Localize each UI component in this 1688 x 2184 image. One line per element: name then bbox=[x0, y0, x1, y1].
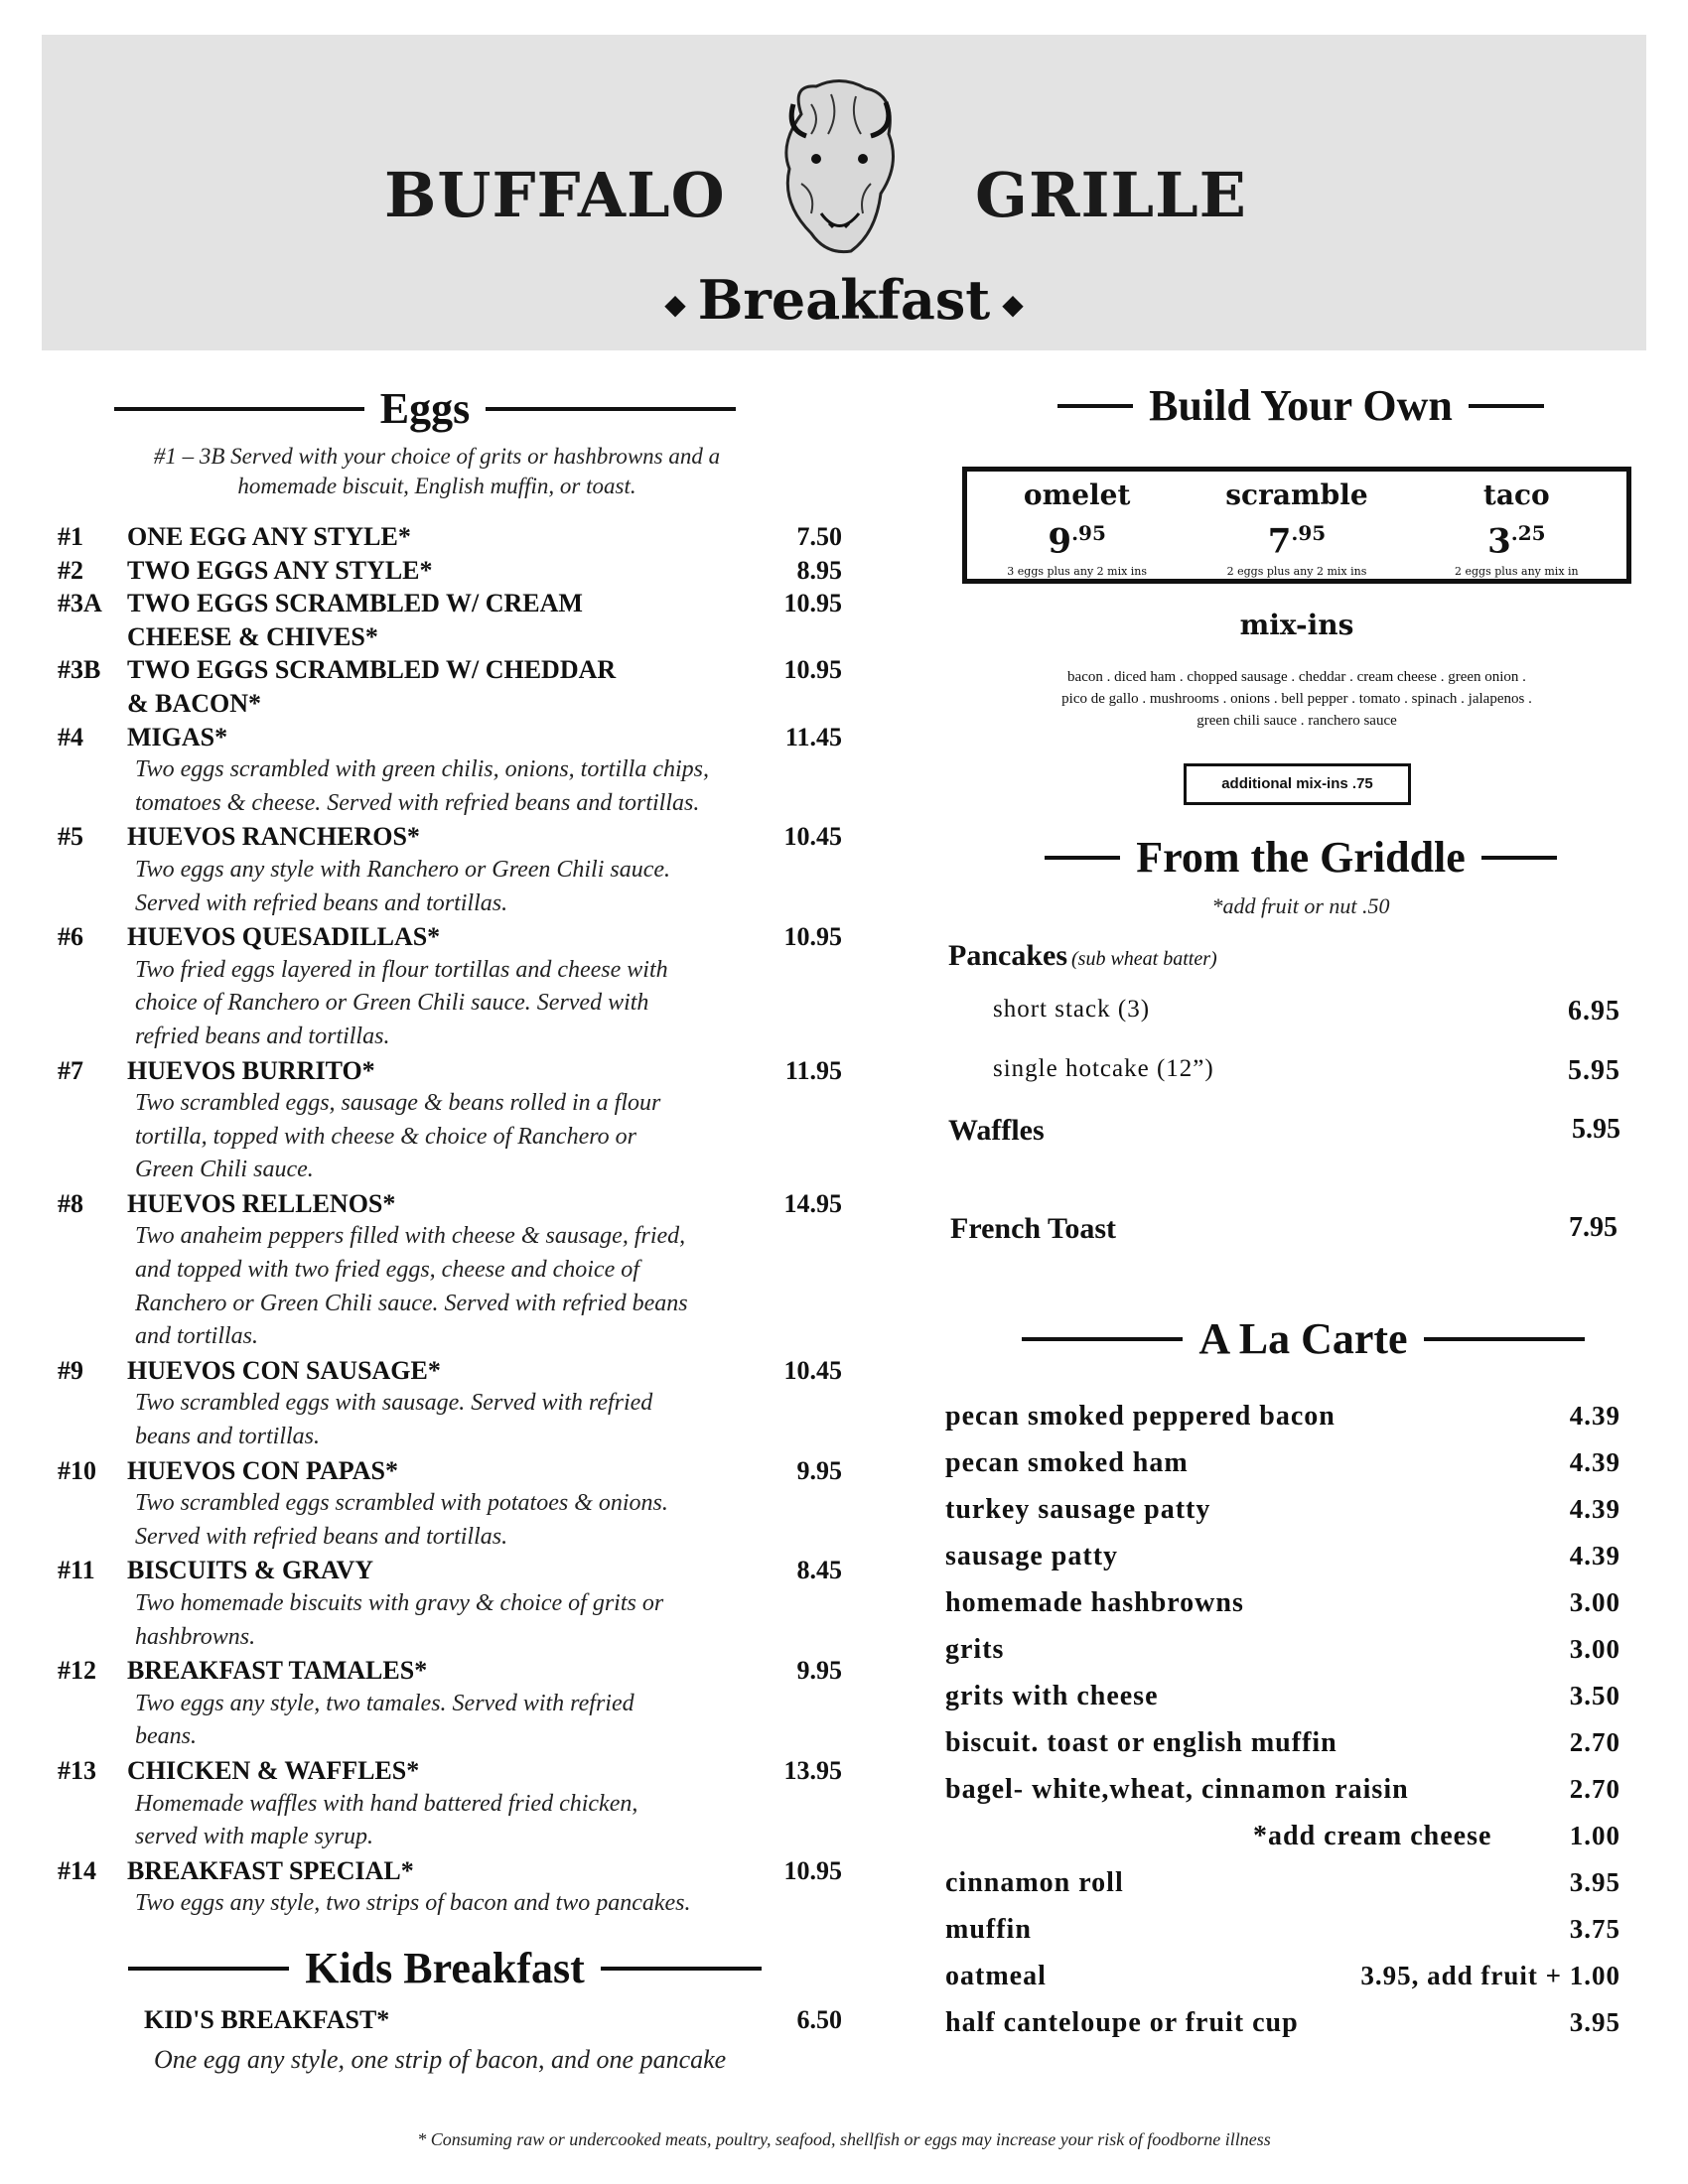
item-name: grits with cheese bbox=[945, 1681, 1159, 1711]
menu-item bbox=[58, 920, 842, 954]
item-number: #10 bbox=[58, 1455, 96, 1485]
item-price: 4.39 bbox=[1569, 1494, 1620, 1524]
item-description: refried beans and tortillas. bbox=[135, 1023, 390, 1049]
item-price: 4.39 bbox=[1569, 1541, 1620, 1570]
divider bbox=[1022, 1337, 1183, 1341]
item-price: 8.45 bbox=[796, 1556, 842, 1585]
alacarte-item bbox=[945, 1766, 1620, 1813]
alacarte-item bbox=[945, 1673, 1620, 1719]
item-price: 3.00 bbox=[1569, 1634, 1620, 1664]
item-name: TWO EGGS SCRAMBLED W/ CREAM bbox=[127, 589, 583, 618]
diamond-icon: ◆ bbox=[664, 288, 686, 322]
option-omelet: omelet $9^{.95}$ 3 eggs plus any 2 mix ins bbox=[1007, 478, 1148, 579]
single-hotcake-row: single hotcake (12”) 5.95 bbox=[993, 1055, 1620, 1086]
item-name: pecan smoked ham bbox=[945, 1447, 1189, 1478]
item-description: served with maple syrup. bbox=[135, 1824, 373, 1850]
item-number: #11 bbox=[58, 1556, 95, 1585]
item-price: 3.95 bbox=[1569, 2007, 1620, 2037]
build-your-own-heading bbox=[973, 378, 1628, 434]
griddle-title: From the Griddle bbox=[1136, 833, 1466, 882]
item-price: 6.50 bbox=[796, 2005, 842, 2034]
item-price: 3.75 bbox=[1569, 1914, 1620, 1944]
item-price: 10.95 bbox=[783, 1855, 842, 1885]
alacarte-item bbox=[945, 1953, 1620, 1999]
alacarte-item bbox=[945, 1813, 1620, 1859]
item-price: 10.95 bbox=[783, 922, 842, 952]
menu-title-text: Breakfast bbox=[697, 268, 991, 332]
bison-logo-icon bbox=[772, 74, 906, 258]
alacarte-item bbox=[945, 1626, 1620, 1673]
kids-item bbox=[58, 2003, 842, 2076]
item-number: #4 bbox=[58, 722, 83, 751]
item-name: HUEVOS RELLENOS* bbox=[127, 1188, 396, 1218]
item-name: half canteloupe or fruit cup bbox=[945, 2007, 1299, 2038]
item-name: biscuit. toast or english muffin bbox=[945, 1727, 1337, 1758]
item-name: BISCUITS & GRAVY bbox=[127, 1556, 374, 1585]
item-number bbox=[58, 620, 127, 654]
menu-item bbox=[58, 1054, 842, 1088]
divider bbox=[1424, 1337, 1585, 1341]
item-description: beans. bbox=[135, 1723, 197, 1750]
item-price: 13.95 bbox=[783, 1755, 842, 1785]
item-price: 9.95 bbox=[796, 1656, 842, 1686]
item-number: #3B bbox=[58, 655, 101, 685]
item-description: hashbrowns. bbox=[135, 1623, 256, 1650]
item-number: #9 bbox=[58, 1355, 83, 1385]
build-your-own-title: Build Your Own bbox=[1149, 381, 1453, 430]
menu-item bbox=[58, 1554, 842, 1587]
mixins-line: bacon . diced ham . chopped sausage . cheddar . cream cheese . green onion . bbox=[1067, 669, 1526, 685]
item-name: bagel- white,wheat, cinnamon raisin bbox=[945, 1774, 1409, 1805]
item-price: 1.00 bbox=[1569, 1821, 1620, 1850]
kids-heading bbox=[77, 1941, 812, 1996]
menu-item bbox=[58, 687, 842, 721]
short-stack-row: short stack (3) 6.95 bbox=[993, 996, 1620, 1026]
item-description: tortilla, topped with cheese & choice of Ranchero or bbox=[135, 1123, 637, 1150]
item-price: 4.39 bbox=[1569, 1401, 1620, 1431]
menu-item bbox=[58, 587, 842, 620]
mixins-list bbox=[962, 666, 1631, 732]
item-description: Two eggs any style, two tamales. Served with refried bbox=[135, 1690, 634, 1716]
item-description: Served with refried beans and tortillas. bbox=[135, 1523, 508, 1550]
item-price: 11.45 bbox=[784, 722, 842, 751]
item-price: 10.45 bbox=[783, 822, 842, 852]
item-description: Served with refried beans and tortillas. bbox=[135, 889, 508, 916]
mixins-line: pico de gallo . mushrooms . onions . bell pepper . tomato . spinach . jalapenos . bbox=[1061, 691, 1532, 707]
divider bbox=[128, 1967, 289, 1971]
diamond-icon: ◆ bbox=[1002, 288, 1024, 322]
alacarte-item bbox=[945, 1439, 1620, 1486]
alacarte-item bbox=[945, 1393, 1620, 1439]
menu-item bbox=[58, 1754, 842, 1788]
alacarte-title: A La Carte bbox=[1198, 1314, 1408, 1363]
item-name: *add cream cheese bbox=[1253, 1821, 1492, 1851]
item-name: homemade hashbrowns bbox=[945, 1587, 1244, 1618]
menu-item bbox=[58, 520, 842, 554]
item-number: #3A bbox=[58, 589, 102, 618]
item-name: HUEVOS RANCHEROS* bbox=[127, 822, 420, 852]
item-description: and tortillas. bbox=[135, 1323, 259, 1350]
build-your-own-box bbox=[962, 467, 1631, 584]
item-name: ONE EGG ANY STYLE* bbox=[127, 522, 411, 551]
alacarte-heading bbox=[968, 1311, 1638, 1367]
item-name: cinnamon roll bbox=[945, 1867, 1124, 1898]
item-number bbox=[58, 687, 127, 721]
footer-disclaimer: * Consuming raw or undercooked meats, poultry, seafood, shellfish or eggs may increase your risk of foodborne illness bbox=[417, 2129, 1271, 2149]
item-name: TWO EGGS SCRAMBLED W/ CHEDDAR bbox=[127, 655, 617, 685]
alacarte-item bbox=[945, 1859, 1620, 1906]
item-number: #2 bbox=[58, 555, 83, 585]
divider bbox=[1481, 856, 1557, 860]
item-description: Two fried eggs layered in flour tortillas and cheese with bbox=[135, 956, 668, 983]
item-name: pecan smoked peppered bacon bbox=[945, 1401, 1336, 1432]
pancakes-label: Pancakes (sub wheat batter) bbox=[948, 939, 1217, 972]
item-number: #8 bbox=[58, 1188, 83, 1218]
menu-item bbox=[58, 721, 842, 754]
item-name: BREAKFAST SPECIAL* bbox=[127, 1855, 414, 1885]
kids-title: Kids Breakfast bbox=[305, 1944, 585, 1992]
item-name: MIGAS* bbox=[127, 722, 228, 751]
item-price: 11.95 bbox=[784, 1055, 842, 1085]
divider bbox=[1045, 856, 1120, 860]
divider bbox=[114, 407, 364, 411]
brand-name-left: BUFFALO bbox=[384, 159, 726, 231]
menu-item bbox=[58, 620, 842, 654]
item-description: Two scrambled eggs scrambled with potatoes & onions. bbox=[135, 1490, 668, 1517]
item-description: Two scrambled eggs with sausage. Served with refried bbox=[135, 1390, 653, 1417]
item-name: HUEVOS BURRITO* bbox=[127, 1055, 375, 1085]
item-description: and topped with two fried eggs, cheese and choice of bbox=[135, 1257, 639, 1284]
item-name: CHEESE & CHIVES* bbox=[127, 621, 378, 651]
item-name: grits bbox=[945, 1634, 1005, 1665]
item-description: Two eggs any style with Ranchero or Green Chili sauce. bbox=[135, 856, 671, 883]
additional-mixins-note: additional mix-ins .75 bbox=[1184, 763, 1411, 805]
item-description: choice of Ranchero or Green Chili sauce. Served with bbox=[135, 990, 649, 1017]
alacarte-item bbox=[945, 1579, 1620, 1626]
item-number: #1 bbox=[58, 522, 83, 551]
item-number: #14 bbox=[58, 1855, 96, 1885]
item-description: Ranchero or Green Chili sauce. Served with refried beans bbox=[135, 1290, 688, 1316]
eggs-note-line: homemade biscuit, English muffin, or toast. bbox=[237, 474, 636, 498]
alacarte-list bbox=[945, 1393, 1620, 2046]
alacarte-item bbox=[945, 1906, 1620, 1953]
brand-name-right: GRILLE bbox=[975, 159, 1247, 231]
item-price: 4.39 bbox=[1569, 1447, 1620, 1477]
eggs-note bbox=[79, 442, 794, 501]
item-price: 8.95 bbox=[796, 555, 842, 585]
item-price: 3.50 bbox=[1569, 1681, 1620, 1710]
item-name: oatmeal bbox=[945, 1961, 1047, 1991]
menu-item bbox=[58, 1354, 842, 1388]
divider bbox=[486, 407, 736, 411]
item-price: 14.95 bbox=[783, 1188, 842, 1218]
item-description: One egg any style, one strip of bacon, and one pancake bbox=[154, 2044, 727, 2074]
eggs-heading bbox=[87, 381, 763, 437]
option-scramble: scramble $7^{.95}$ 2 eggs plus any 2 mix ins bbox=[1225, 478, 1368, 579]
item-name: BREAKFAST TAMALES* bbox=[127, 1656, 428, 1686]
griddle-note: *add fruit or nut .50 bbox=[1211, 893, 1390, 918]
item-description: Two anaheim peppers filled with cheese & sausage, fried, bbox=[135, 1223, 686, 1250]
item-name: CHICKEN & WAFFLES* bbox=[127, 1755, 420, 1785]
item-name: HUEVOS CON SAUSAGE* bbox=[127, 1355, 441, 1385]
alacarte-item bbox=[945, 1533, 1620, 1579]
item-number: #5 bbox=[58, 822, 83, 852]
item-name: TWO EGGS ANY STYLE* bbox=[127, 555, 433, 585]
menu-item bbox=[58, 653, 842, 687]
item-description: beans and tortillas. bbox=[135, 1424, 321, 1450]
menu-title bbox=[42, 268, 1646, 332]
item-price: 10.45 bbox=[783, 1355, 842, 1385]
divider bbox=[1469, 404, 1544, 408]
eggs-title: Eggs bbox=[379, 384, 471, 433]
mixins-title: mix-ins bbox=[1239, 609, 1354, 641]
eggs-list bbox=[58, 520, 842, 1921]
item-price bbox=[733, 687, 842, 721]
item-name: sausage patty bbox=[945, 1541, 1119, 1571]
item-number: #6 bbox=[58, 922, 83, 952]
item-number: #7 bbox=[58, 1055, 83, 1085]
item-description: Two homemade biscuits with gravy & choice of grits or bbox=[135, 1590, 664, 1616]
item-name: HUEVOS CON PAPAS* bbox=[127, 1455, 398, 1485]
item-price bbox=[733, 620, 842, 654]
item-number: #13 bbox=[58, 1755, 96, 1785]
item-name: KID'S BREAKFAST* bbox=[144, 2005, 390, 2034]
item-description: tomatoes & cheese. Served with refried beans and tortillas. bbox=[135, 789, 700, 816]
french-toast-row: French Toast 7.95 bbox=[950, 1212, 1618, 1245]
item-price: 10.95 bbox=[783, 655, 842, 685]
menu-item bbox=[58, 1654, 842, 1688]
item-price: 2.70 bbox=[1569, 1774, 1620, 1804]
item-price: 9.95 bbox=[796, 1455, 842, 1485]
item-price: 10.95 bbox=[783, 589, 842, 618]
griddle-heading bbox=[973, 830, 1628, 886]
item-description: Two eggs scrambled with green chilis, onions, tortilla chips, bbox=[135, 756, 709, 783]
menu-item bbox=[58, 1854, 842, 1888]
item-description: Green Chili sauce. bbox=[135, 1157, 314, 1183]
item-number: #12 bbox=[58, 1656, 96, 1686]
item-name: turkey sausage patty bbox=[945, 1494, 1211, 1525]
menu-item bbox=[58, 554, 842, 588]
item-name: HUEVOS QUESADILLAS* bbox=[127, 922, 441, 952]
mixins-line: green chili sauce . ranchero sauce bbox=[1196, 713, 1397, 729]
menu-item bbox=[58, 820, 842, 854]
item-name: & BACON* bbox=[127, 688, 262, 718]
item-description: Two scrambled eggs, sausage & beans rolled in a flour bbox=[135, 1090, 661, 1117]
waffles-row: Waffles 5.95 bbox=[948, 1114, 1620, 1147]
item-price: 3.95 bbox=[1569, 1867, 1620, 1897]
item-price: 2.70 bbox=[1569, 1727, 1620, 1757]
alacarte-item bbox=[945, 1719, 1620, 1766]
eggs-note-line: #1 – 3B Served with your choice of grits or hashbrowns and a bbox=[153, 444, 721, 469]
item-description: Two eggs any style, two strips of bacon and two pancakes. bbox=[135, 1890, 691, 1917]
menu-item bbox=[58, 1187, 842, 1221]
divider bbox=[1057, 404, 1133, 408]
item-price: 3.95, add fruit + 1.00 bbox=[1360, 1961, 1620, 1990]
menu-header bbox=[42, 35, 1646, 350]
item-price: 3.00 bbox=[1569, 1587, 1620, 1617]
alacarte-item bbox=[945, 1999, 1620, 2046]
item-description: Homemade waffles with hand battered fried chicken, bbox=[135, 1790, 638, 1817]
divider bbox=[601, 1967, 762, 1971]
item-name: muffin bbox=[945, 1914, 1032, 1945]
alacarte-item bbox=[945, 1486, 1620, 1533]
option-taco: taco $3^{.25}$ 2 eggs plus any mix in bbox=[1455, 478, 1579, 579]
item-price: 7.50 bbox=[796, 522, 842, 551]
menu-item bbox=[58, 1454, 842, 1488]
